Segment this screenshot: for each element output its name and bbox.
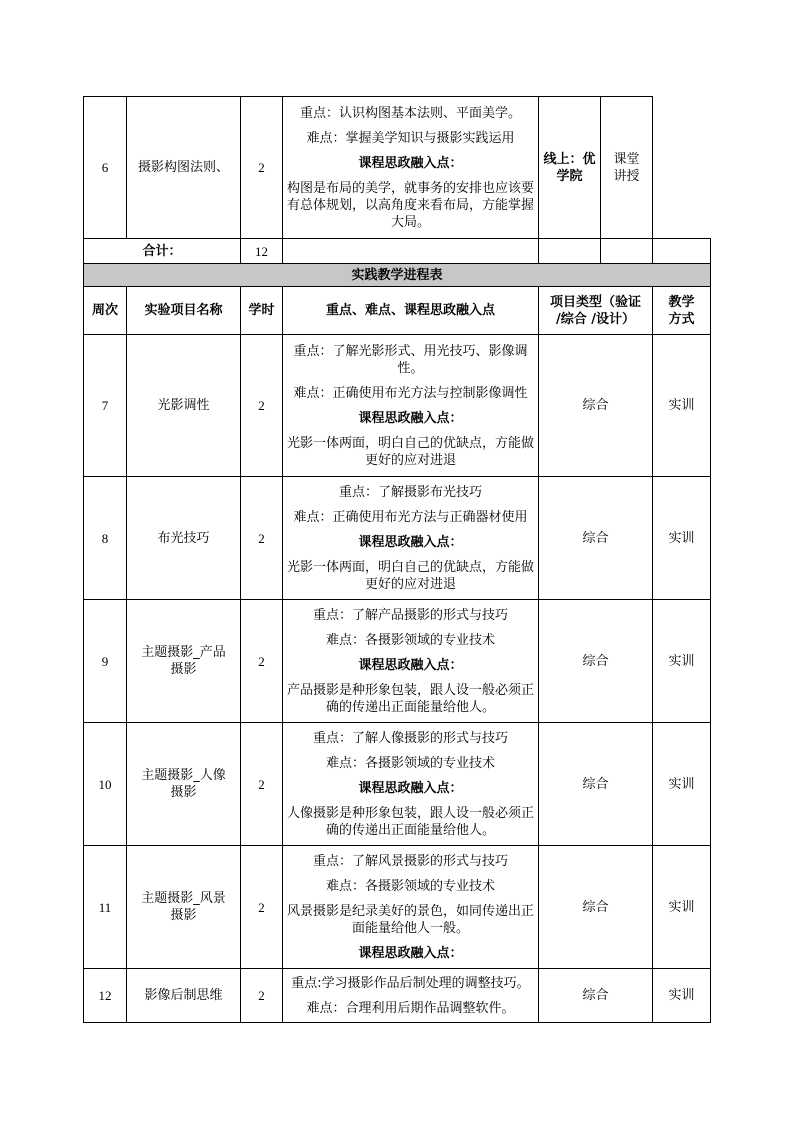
point-line: 重点：了解光影形式、用光技巧、影像调性。 bbox=[293, 343, 528, 376]
hours-cell: 2 bbox=[241, 969, 283, 1023]
project-name-cell bbox=[127, 335, 241, 477]
project-name-line: 主题摄影_产品 bbox=[141, 645, 226, 660]
points-cell bbox=[283, 97, 539, 239]
hours-cell: 2 bbox=[241, 335, 283, 477]
header-method-line: 方式 bbox=[668, 311, 695, 327]
point-line: 难点：掌握美学知识与摄影实践运用 bbox=[306, 130, 515, 146]
project-name-line: 摄影 bbox=[170, 662, 197, 677]
point-line: 课程思政融入点： bbox=[358, 410, 463, 426]
point-line: 光影一体两面，明白自己的优缺点，方能做更好的应对进退 bbox=[286, 559, 534, 592]
project-name-line: 光影调性 bbox=[157, 398, 210, 413]
week-cell: 6 bbox=[84, 97, 127, 239]
course-schedule-table bbox=[83, 96, 711, 1023]
total-value: 12 bbox=[241, 239, 283, 264]
table-row bbox=[84, 846, 711, 969]
week-cell: 10 bbox=[84, 723, 127, 846]
method-cell: 实训 bbox=[653, 846, 711, 969]
project-name-line: 影像后制思维 bbox=[144, 988, 223, 1003]
project-name-line: 摄影 bbox=[170, 785, 197, 800]
point-line: 风景摄影是纪录美好的景色，如同传递出正面能量给他人一般。 bbox=[286, 903, 534, 936]
project-name-cell bbox=[127, 600, 241, 723]
point-line: 课程思政融入点： bbox=[358, 657, 463, 673]
point-line: 难点：正确使用布光方法与控制影像调性 bbox=[293, 385, 528, 401]
type-cell: 综合 bbox=[539, 477, 653, 600]
points-cell bbox=[283, 335, 539, 477]
type-cell: 综合 bbox=[539, 600, 653, 723]
project-name-cell: 摄影构图法则、 bbox=[127, 97, 241, 239]
header-type-line: 项目类型（验证 bbox=[549, 294, 641, 310]
type-line: 线上：优 bbox=[543, 151, 596, 167]
total-row bbox=[84, 239, 711, 264]
type-cell: 综合 bbox=[539, 335, 653, 477]
header-points: 重点、难点、课程思政融入点 bbox=[283, 287, 539, 335]
header-method-line: 教学 bbox=[668, 294, 695, 310]
header-type-line: /综合 /设计） bbox=[555, 311, 636, 327]
hours-cell: 2 bbox=[241, 97, 283, 239]
point-line: 课程思政融入点： bbox=[358, 155, 463, 171]
points-cell bbox=[283, 846, 539, 969]
empty-cell bbox=[601, 239, 653, 264]
total-label: 合计： bbox=[84, 239, 241, 264]
point-line: 重点：了解风景摄影的形式与技巧 bbox=[312, 853, 508, 869]
header-project-type bbox=[539, 287, 653, 335]
header-project-name: 实验项目名称 bbox=[127, 287, 241, 335]
type-cell: 综合 bbox=[539, 723, 653, 846]
table-row bbox=[84, 600, 711, 723]
project-name-line: 布光技巧 bbox=[157, 530, 210, 546]
point-line: 重点：了解摄影布光技巧 bbox=[338, 484, 482, 500]
type-cell: 综合 bbox=[539, 969, 653, 1023]
week-cell: 12 bbox=[84, 969, 127, 1023]
practice-banner-row bbox=[84, 264, 711, 287]
theory-row bbox=[84, 97, 711, 239]
week-cell: 8 bbox=[84, 477, 127, 600]
point-line: 构图是布局的美学，就事务的安排也应该要有总体规划，以高角度来看布局，方能掌握大局。 bbox=[286, 180, 534, 230]
points-cell bbox=[283, 600, 539, 723]
project-name-cell bbox=[127, 477, 241, 600]
point-line: 难点：合理利用后期作品调整软件。 bbox=[306, 1000, 515, 1016]
hours-cell: 2 bbox=[241, 846, 283, 969]
hours-cell: 2 bbox=[241, 723, 283, 846]
week-cell: 7 bbox=[84, 335, 127, 477]
project-name-cell bbox=[127, 846, 241, 969]
method-cell: 实训 bbox=[653, 723, 711, 846]
point-line: 光影一体两面，明白自己的优缺点，方能做更好的应对进退 bbox=[286, 435, 534, 468]
point-line: 课程思政融入点： bbox=[358, 945, 463, 961]
week-cell: 11 bbox=[84, 846, 127, 969]
table-row bbox=[84, 477, 711, 600]
table-row bbox=[84, 723, 711, 846]
project-name-cell bbox=[127, 723, 241, 846]
point-line: 课程思政融入点： bbox=[358, 534, 463, 550]
method-cell: 实训 bbox=[653, 600, 711, 723]
point-line: 重点：了解产品摄影的形式与技巧 bbox=[312, 607, 508, 623]
empty-cell bbox=[653, 239, 711, 264]
header-week: 周次 bbox=[84, 287, 127, 335]
method-cell: 实训 bbox=[653, 335, 711, 477]
header-hours: 学时 bbox=[241, 287, 283, 335]
point-line: 难点：各摄影领域的专业技术 bbox=[325, 632, 495, 648]
empty-cell bbox=[539, 239, 601, 264]
method-cell bbox=[601, 97, 653, 239]
points-cell bbox=[283, 477, 539, 600]
header-teaching-method bbox=[653, 287, 711, 335]
project-name-line: 主题摄影_风景 bbox=[141, 891, 226, 906]
type-cell bbox=[539, 97, 601, 239]
point-line: 重点：了解人像摄影的形式与技巧 bbox=[312, 730, 508, 746]
point-line: 产品摄影是种形象包装，跟人设一般必须正确的传递出正面能量给他人。 bbox=[286, 682, 534, 715]
table-row bbox=[84, 335, 711, 477]
empty-cell bbox=[283, 239, 539, 264]
points-cell bbox=[283, 969, 539, 1023]
table-row bbox=[84, 969, 711, 1023]
type-cell: 综合 bbox=[539, 846, 653, 969]
project-name-line: 主题摄影_人像 bbox=[141, 768, 226, 783]
method-line: 课堂 bbox=[613, 151, 640, 167]
type-line: 学院 bbox=[556, 168, 583, 184]
point-line: 重点:学习摄影作品后制处理的调整技巧。 bbox=[291, 975, 530, 991]
method-cell: 实训 bbox=[653, 969, 711, 1023]
point-line: 难点：正确使用布光方法与正确器材使用 bbox=[293, 509, 528, 525]
point-line: 重点：认识构图基本法则、平面美学。 bbox=[299, 105, 521, 121]
points-cell bbox=[283, 723, 539, 846]
project-name-line: 摄影 bbox=[170, 908, 197, 923]
hours-cell: 2 bbox=[241, 477, 283, 600]
point-line: 人像摄影是种形象包装，跟人设一般必须正确的传递出正面能量给他人。 bbox=[286, 805, 534, 838]
practice-table-title: 实践教学进程表 bbox=[84, 264, 711, 287]
hours-cell: 2 bbox=[241, 600, 283, 723]
method-cell: 实训 bbox=[653, 477, 711, 600]
header-row bbox=[84, 287, 711, 335]
project-name-cell bbox=[127, 969, 241, 1023]
point-line: 难点：各摄影领域的专业技术 bbox=[325, 755, 495, 771]
method-line: 讲授 bbox=[613, 168, 640, 184]
week-cell: 9 bbox=[84, 600, 127, 723]
point-line: 难点：各摄影领域的专业技术 bbox=[325, 878, 495, 894]
point-line: 课程思政融入点： bbox=[358, 780, 463, 796]
